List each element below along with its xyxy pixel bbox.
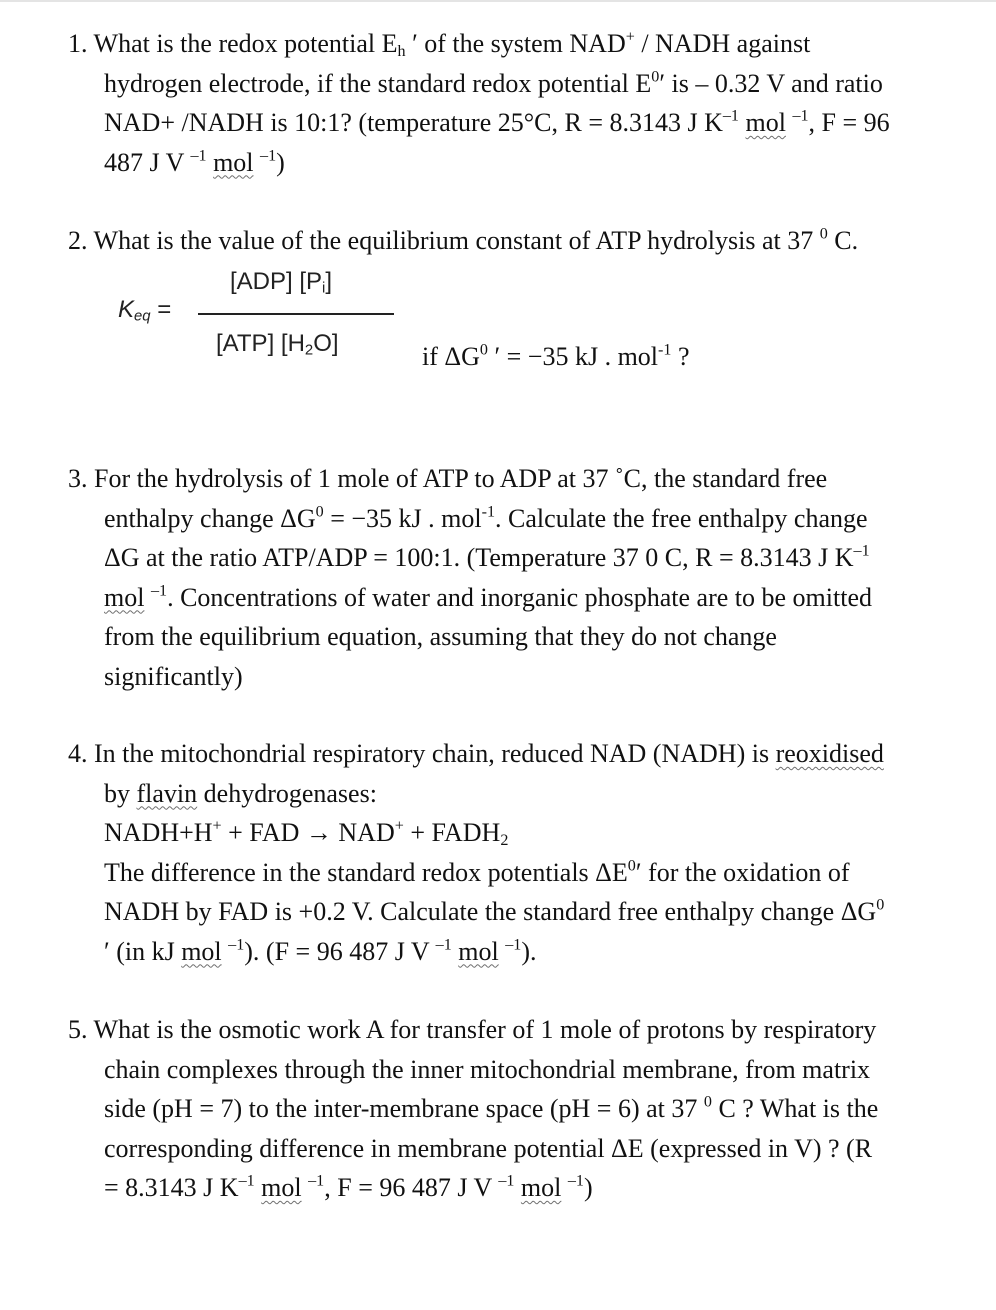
spellcheck-word: mol — [181, 936, 222, 966]
spellcheck-word: reoxidised — [775, 739, 884, 768]
question-line: corresponding difference in membrane potential ΔE (expressed in V) ? (R — [104, 1133, 873, 1163]
keq-label: $K_{eq}$ = — [118, 296, 172, 325]
spellcheck-word: mol — [458, 936, 499, 966]
top-divider — [0, 0, 996, 2]
question-line: side (pH = 7) to the inter-membrane space (pH = 6) at 37 $^0$ C ? What is the — [104, 1093, 879, 1123]
question-line: significantly) — [104, 661, 243, 691]
question-line: 5. What is the osmotic work A for transfer of 1 mole of protons by respiratory — [68, 1015, 877, 1044]
formula-denominator: [ATP] $[H_2O]$ — [216, 330, 339, 359]
question-line: by flavin dehydrogenases: — [104, 778, 377, 808]
spellcheck-word: mol — [213, 147, 254, 177]
question-line: = 8.3143 J $K^{-1}$ mol $^{-1}$, F = 96 487 J V $^{-1}$ mol $^{-1}$) — [104, 1172, 593, 1202]
question-line: 2. What is the value of the equilibrium constant of ATP hydrolysis at 37 $^0$ C. — [68, 225, 859, 255]
spellcheck-word: mol — [104, 582, 145, 612]
question-1 — [68, 24, 968, 182]
question-line: NAD+ /NADH is 10:1? (temperature 25°C, R = 8.3143 J $K^{-1}$ mol $^{-1}$, F = 96 — [104, 107, 890, 137]
spellcheck-word: mol — [520, 1173, 562, 1202]
question-line: 4. In the mitochondrial respiratory chain, reduced NAD (NADH) is reoxidised — [68, 739, 884, 768]
question-5 — [68, 1010, 968, 1208]
question-line: enthalpy change $\Delta G^0 = -35$ kJ . mol$^{-1}$. Calculate the free enthalpy change — [104, 503, 868, 533]
question-line: hydrogen electrode, if the standard redox potential $E^0'$ is – 0.32 V and ratio — [104, 68, 883, 98]
spellcheck-word: flavin — [136, 778, 198, 808]
spellcheck-word: mol — [261, 1173, 302, 1202]
fraction-bar — [198, 313, 394, 315]
formula-condition: if $\Delta G^0$ ′ = −35 kJ . mol$^{-1}$ ? — [422, 341, 690, 371]
question-line: 1. What is the redox potential $E_h$ ′ of the system NAD+ / NADH against — [68, 28, 811, 61]
question-4 — [68, 734, 968, 971]
question-line: ΔG at the ratio ATP/ADP = 100:1. (Temperature 37 0 C, R = 8.3143 J $K^{-1}$ — [104, 542, 870, 572]
reaction-equation: NADH+H+ + FAD → $NAD^+ + FADH_2$ — [104, 817, 509, 850]
question-line: 3. For the hydrolysis of 1 mole of ATP to ADP at 37 ˚C, the standard free — [68, 464, 828, 493]
question-line: ′ (in kJ mol $^{-1}$). (F = 96 487 J V $^{-1}$ mol $^{-1}$). — [104, 936, 537, 966]
formula-numerator: [ADP] $[P_i]$ — [230, 268, 333, 297]
question-3 — [68, 459, 968, 696]
question-line: chain complexes through the inner mitochondrial membrane, from matrix — [104, 1054, 871, 1084]
question-2 — [68, 221, 968, 261]
question-line: from the equilibrium equation, assuming that they do not change — [104, 622, 777, 651]
question-line: mol $^{-1}$. Concentrations of water and inorganic phosphate are to be omitted — [104, 582, 872, 612]
question-line: The difference in the standard redox potentials $\Delta E^0'$ for the oxidation of — [104, 857, 850, 887]
question-line: NADH by FAD is +0.2 V. Calculate the standard free enthalpy change $\Delta G^0$ — [104, 896, 885, 926]
spellcheck-word: mol — [745, 108, 786, 137]
question-line: 487 J V $^{-1}$ mol $^{-1}$) — [104, 147, 285, 177]
